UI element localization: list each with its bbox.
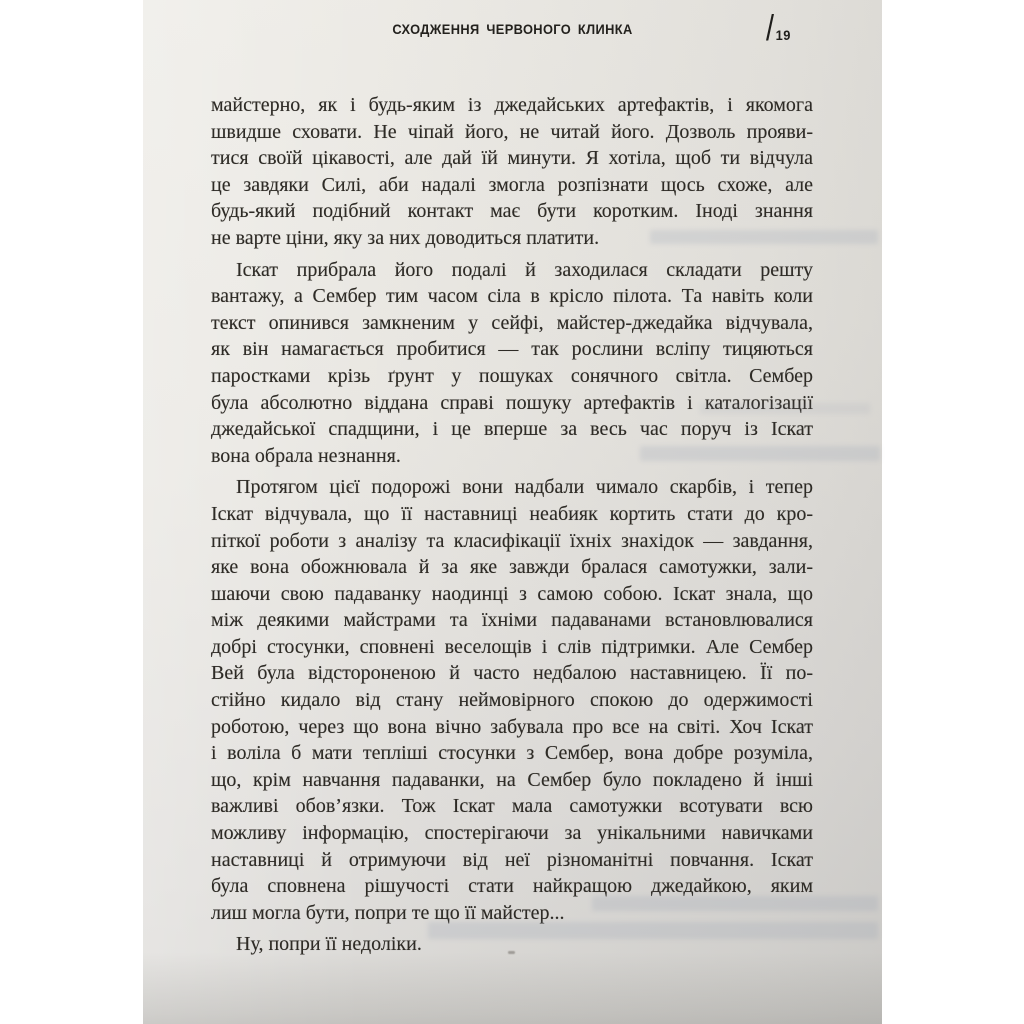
text-line: можливу інформацію, спостерігаючи за унікальними навичками — [211, 822, 813, 845]
bleed-through-mark — [592, 896, 878, 911]
page-number-slash: / — [766, 7, 775, 48]
text-line: швидше сховати. Не чіпай його, не читай його. Дозволь прояви- — [211, 120, 813, 143]
page-number-value: 19 — [775, 27, 791, 43]
text-line: текст опинився замкненим у сейфі, майстер-джедайка відчувала, — [211, 311, 813, 334]
text-line: була сповнена рішучості стати найкращою джедайкою, яким — [211, 875, 813, 898]
text-line: паростками крізь ґрунт у пошуках сонячного світла. Сембер — [211, 364, 813, 387]
bleed-through-mark — [640, 446, 880, 461]
bleed-through-mark — [700, 403, 870, 414]
paragraph — [211, 92, 813, 252]
text-line: Ну, попри її недоліки. — [236, 933, 422, 956]
text-line: джедайської спадщини, і це вперше за весь час поруч із Іскат — [211, 418, 813, 441]
text-line: важливі обов’язки. Тож Іскат мала самотужки всотувати всю — [211, 795, 813, 818]
text-line: тися своїй цікавості, але дай їй минути. Я хотіла, щоб ти відчула — [211, 147, 813, 170]
text-line: наставниці й отримуючи від неї різноманітні повчання. Іскат — [211, 848, 813, 871]
text-line: Протягом цієї подорожі вони надбали чимало скарбів, і тепер — [236, 476, 813, 499]
text-line: майстерно, як і будь-яким із джедайських артефактів, і якомога — [211, 94, 813, 116]
text-line: яке вона обожнювала й за яке завжди бралася самотужки, зали- — [211, 556, 813, 579]
book-title-running-head: СХОДЖЕННЯ ЧЕРВОНОГО КЛИНКА — [392, 21, 633, 38]
text-line: лиш могла бути, попри те що її майстер... — [211, 901, 565, 924]
page-number — [765, 7, 792, 48]
text-line: не варте ціни, яку за них доводиться платити. — [211, 226, 600, 249]
paragraph — [211, 257, 813, 470]
text-line: що, крім навчання падаванки, на Сембер було покладено й інші — [211, 768, 813, 791]
body-text — [211, 92, 813, 958]
text-line: вона обрала незнання. — [211, 444, 401, 467]
text-line: між деякими майстрами та їхніми падаванами встановлювалися — [211, 609, 813, 632]
text-line: шаючи свою падаванку наодинці з самою собою. Іскат знала, що — [211, 582, 813, 605]
text-line: добрі стосунки, сповнені веселощів і слів підтримки. Але Сембер — [211, 635, 813, 658]
text-line: це завдяки Силі, аби надалі змогла розпізнати щось схоже, але — [211, 173, 813, 196]
text-line: Іскат відчувала, що її наставниці неабияк кортить стати до кро- — [211, 502, 813, 525]
text-line: Вей була відстороненою й часто недбалою наставницею. Її по- — [211, 662, 813, 685]
bleed-through-mark — [650, 230, 878, 244]
text-line: Іскат прибрала його подалі й заходилася складати решту — [236, 258, 813, 281]
ink-speck — [508, 951, 515, 954]
text-line: стійно кидало від стану неймовірного спокою до одержимості — [211, 689, 813, 712]
text-line: була абсолютно віддана справі пошуку артефактів і каталогізації — [211, 391, 813, 414]
text-line: як він намагається пробитися — так рослини всліпу тицяються — [211, 338, 813, 361]
book-page-photo — [143, 0, 882, 1024]
text-line: роботою, через що вона вічно забувала про все на світі. Хоч Іскат — [211, 715, 813, 738]
paragraph — [211, 474, 813, 926]
bleed-through-mark — [428, 922, 878, 939]
text-line: вантажу, а Сембер тим часом сіла в крісло пілота. Та навіть коли — [211, 285, 813, 308]
text-line: будь-який подібний контакт має бути коротким. Іноді знання — [211, 200, 813, 223]
text-line: і воліла б мати тепліші стосунки з Сембер, вона добре розуміла, — [211, 742, 813, 765]
text-line: піткої роботи з аналізу та класифікації їхніх знахідок — завдання, — [211, 529, 813, 552]
